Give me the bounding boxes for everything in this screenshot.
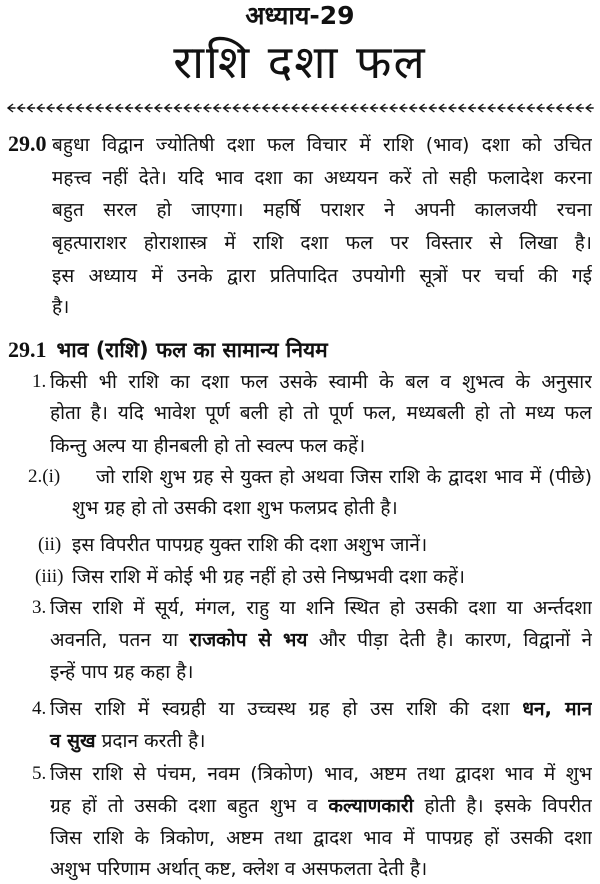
item-line bbox=[50, 791, 592, 821]
item-number: 3. bbox=[32, 597, 47, 618]
section-number: 29.1 bbox=[8, 337, 47, 362]
paragraph-line: इस अध्याय में उनके द्वारा प्रतिपादित उपयोगी सूत्रों पर चर्चा की गई bbox=[52, 265, 592, 287]
paragraph-line: बृहत्पाराशर होराशास्त्र में राशि दशा फल पर विस्तार से लिखा है। bbox=[52, 232, 592, 254]
bold-text: व सुख bbox=[50, 730, 96, 752]
paragraph-line: महत्त्व नहीं देते। यदि भाव दशा का अध्ययन करें तो सही फलादेश करना bbox=[52, 167, 592, 189]
item-number: 1. bbox=[32, 371, 47, 392]
item-line: जिस राशि में सूर्य, मंगल, राहु या शनि स्थित हो उसकी दशा या अर्न्तदशा bbox=[50, 597, 592, 619]
item-line: जिस राशि से पंचम, नवम (त्रिकोण) भाव, अष्टम तथा द्वादश भाव में शुभ bbox=[50, 763, 592, 785]
item-line bbox=[50, 694, 592, 724]
text: जिस राशि में स्वग्रही या उच्चस्थ ग्रह हो उस राशि की दशा bbox=[50, 698, 523, 720]
item-line: किन्तु अल्प या हीनबली हो तो स्वल्प फल कहें। bbox=[50, 435, 366, 457]
item-line: होता है। यदि भावेश पूर्ण बली हो तो पूर्ण फल, मध्यबली हो तो मध्य फल bbox=[50, 402, 592, 424]
section-number: 29.0 bbox=[8, 131, 47, 156]
ornamental-divider bbox=[6, 101, 594, 115]
item-line: इस विपरीत पापग्रह युक्त राशि की दशा अशुभ जानें। bbox=[72, 534, 428, 556]
bold-text: कल्याणकारी bbox=[328, 795, 414, 817]
item-line: अशुभ परिणाम अर्थात् कष्ट, क्लेश व असफलता देती है। bbox=[50, 858, 428, 880]
paragraph-line: बहुत सरल हो जाएगा। महर्षि पराशर ने अपनी कालजयी रचना bbox=[52, 199, 592, 221]
text: ग्रह हों तो उसकी दशा बहुत शुभ व bbox=[50, 795, 329, 817]
item-number: 2.(i) bbox=[28, 466, 61, 487]
item-line bbox=[50, 625, 592, 655]
item-line: जिस राशि में कोई भी ग्रह नहीं हो उसे निष्प्रभवी दशा कहें। bbox=[72, 566, 465, 588]
paragraph-line: बहुधा विद्वान ज्योतिषी दशा फल विचार में राशि (भाव) दशा को उचित bbox=[52, 134, 592, 156]
item-line: शुभ ग्रह हो तो उसकी दशा शुभ फलप्रद होती है। bbox=[72, 497, 398, 519]
text: प्रदान करती है। bbox=[95, 730, 206, 752]
item-number: (ii) bbox=[38, 534, 62, 555]
item-number: (iii) bbox=[35, 566, 64, 587]
item-line: किसी भी राशि का दशा फल उसके स्वामी के बल व शुभत्व के अनुसार bbox=[50, 371, 592, 393]
section-title: भाव (राशि) फल का सामान्य नियम bbox=[56, 338, 328, 362]
item-line: जिस राशि के त्रिकोण, अष्टम तथा द्वादश भाव में पापग्रह हों उसकी दशा bbox=[50, 827, 592, 849]
text: होती है। इसके विपरीत bbox=[413, 795, 592, 817]
item-number: 4. bbox=[32, 698, 47, 719]
bold-text: राजकोप से भय bbox=[189, 629, 308, 651]
item-line: इन्हें पाप ग्रह कहा है। bbox=[50, 661, 194, 683]
item-number: 5. bbox=[32, 763, 47, 784]
chapter-label: अध्याय-29 bbox=[245, 1, 355, 30]
item-line bbox=[50, 726, 205, 756]
item-line: जो राशि शुभ ग्रह से युक्त हो अथवा जिस राशि के द्वादश भाव में (पीछे) bbox=[96, 466, 592, 488]
paragraph-line: है। bbox=[52, 296, 70, 318]
bold-text: धन, मान bbox=[522, 698, 592, 720]
section-heading bbox=[8, 335, 328, 365]
text: और पीड़ा देती है। कारण, विद्वानों ने bbox=[307, 629, 592, 651]
chapter-title: राशि दशा फल bbox=[173, 35, 427, 89]
text: अवनति, पतन या bbox=[50, 629, 190, 651]
